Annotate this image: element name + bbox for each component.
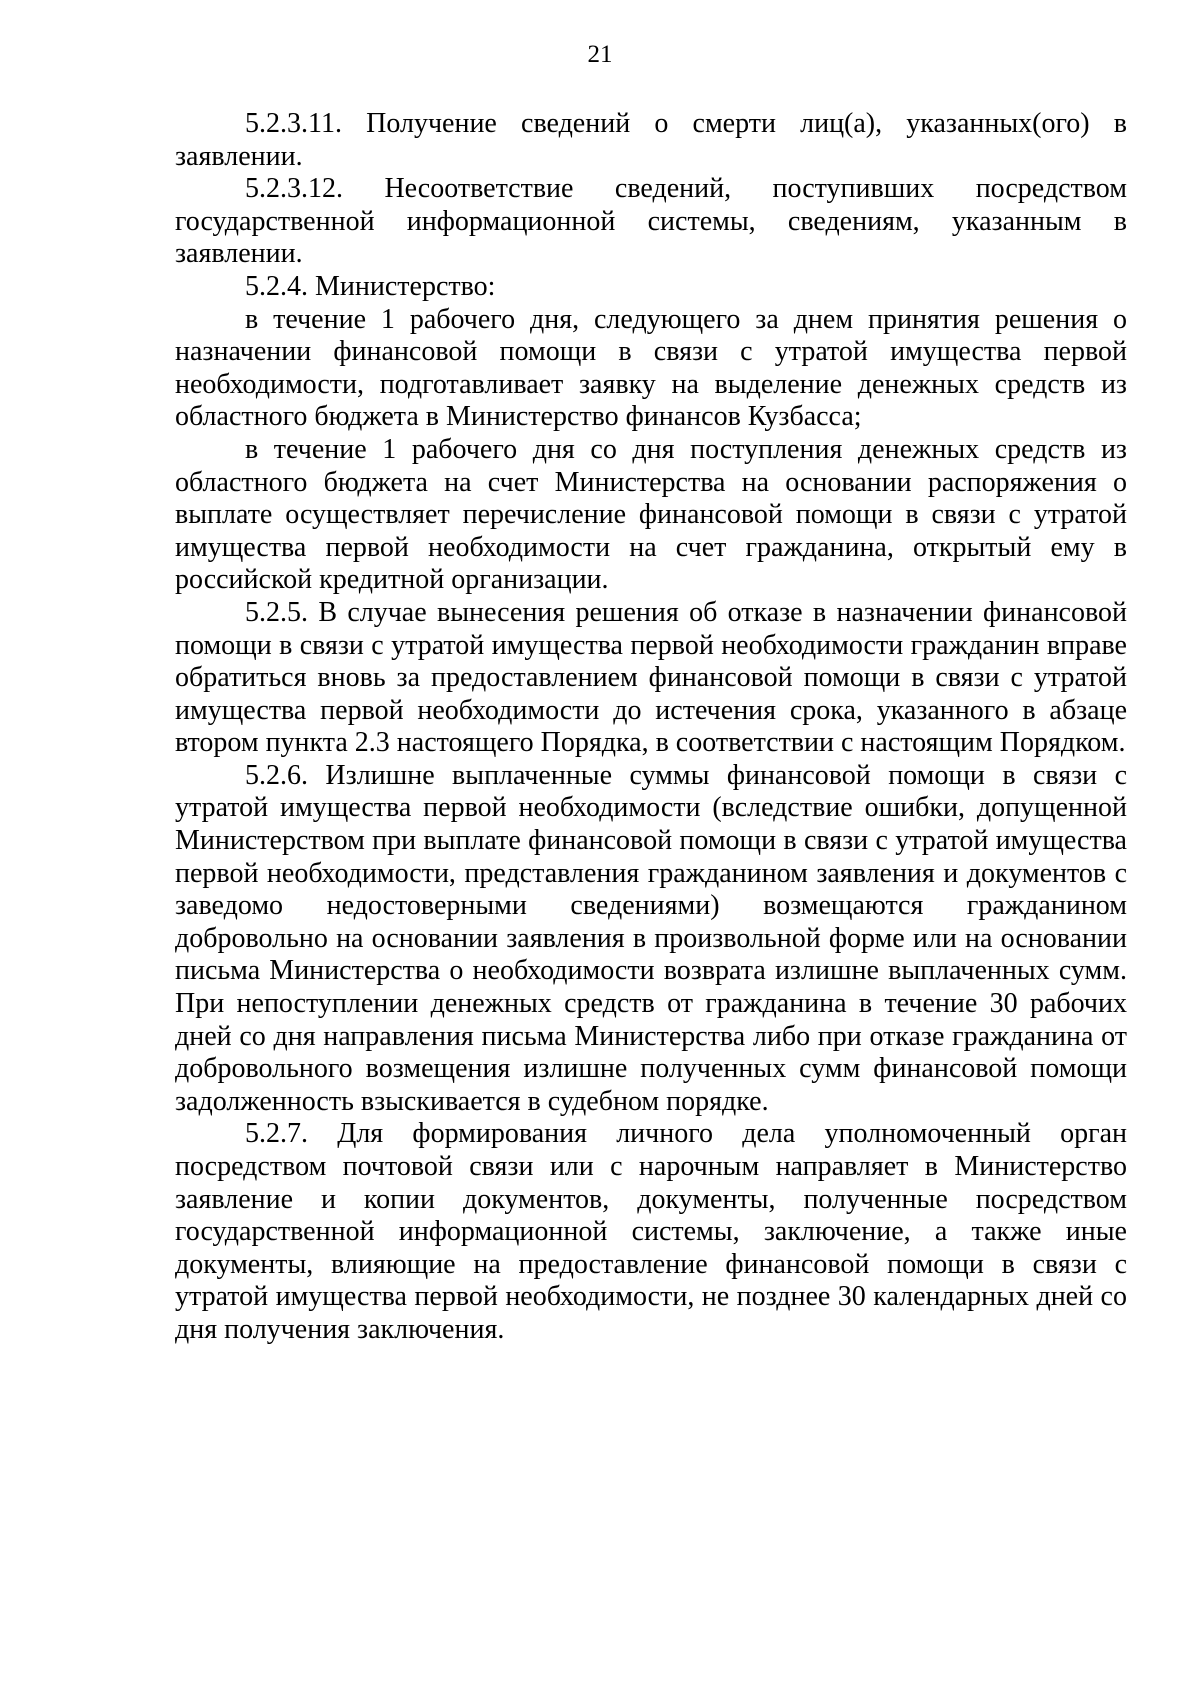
document-body	[175, 108, 1127, 1347]
paragraph-5-2-4-item-1: в течение 1 рабочего дня, следующего за днем принятия решения о назначении финансовой помощи в связи с утратой имущества первой необходимости, подготавливает заявку на выделение денежных средств из областного бюджета в Министерство финансов Кузбасса;	[175, 303, 1127, 433]
paragraph-5-2-3-12: 5.2.3.12. Несоответствие сведений, поступивших посредством государственной информационной системы, сведениям, указанным в заявлении.	[175, 173, 1127, 270]
paragraph-5-2-4-heading: 5.2.4. Министерство:	[245, 270, 496, 302]
paragraph-5-2-5: 5.2.5. В случае вынесения решения об отказе в назначении финансовой помощи в связи с утратой имущества первой необходимости гражданин вправе обратиться вновь за предоставлением финансовой помощи в связи с утратой имущества первой необходимости до истечения срока, указанного в абзаце втором пункта 2.3 настоящего Порядка, в соответствии с настоящим Порядком.	[175, 596, 1127, 759]
paragraph-5-2-6: 5.2.6. Излишне выплаченные суммы финансовой помощи в связи с утратой имущества первой необходимости (вследствие ошибки, допущенной Министерством при выплате финансовой помощи в связи с утратой имущества первой необходимости, представления гражданином заявления и документов с заведомо недостоверными сведениями) возмещаются гражданином добровольно на основании заявления в произвольной форме или на основании письма Министерства о необходимости возврата излишне выплаченных сумм. При непоступлении денежных средств от гражданина в течение 30 рабочих дней со дня направления письма Министерства либо при отказе гражданина от добровольного возмещения излишне полученных сумм финансовой помощи задолженность взыскивается в судебном порядке.	[175, 759, 1127, 1117]
paragraph-5-2-4-item-2: в течение 1 рабочего дня со дня поступления денежных средств из областного бюджета на счет Министерства на основании распоряжения о выплате осуществляет перечисление финансовой помощи в связи с утратой имущества первой необходимости на счет гражданина, открытый ему в российской кредитной организации.	[175, 433, 1127, 596]
paragraph-5-2-3-11: 5.2.3.11. Получение сведений о смерти лиц(а), указанных(ого) в заявлении.	[175, 108, 1127, 172]
page-number: 21	[587, 41, 613, 68]
paragraph-5-2-7: 5.2.7. Для формирования личного дела уполномоченный орган посредством почтовой связи или с нарочным направляет в Министерство заявление и копии документов, документы, полученные посредством государственной информационной системы, заключение, а также иные документы, влияющие на предоставление финансовой помощи в связи с утратой имущества первой необходимости, не позднее 30 календарных дней со дня получения заключения.	[175, 1118, 1127, 1345]
